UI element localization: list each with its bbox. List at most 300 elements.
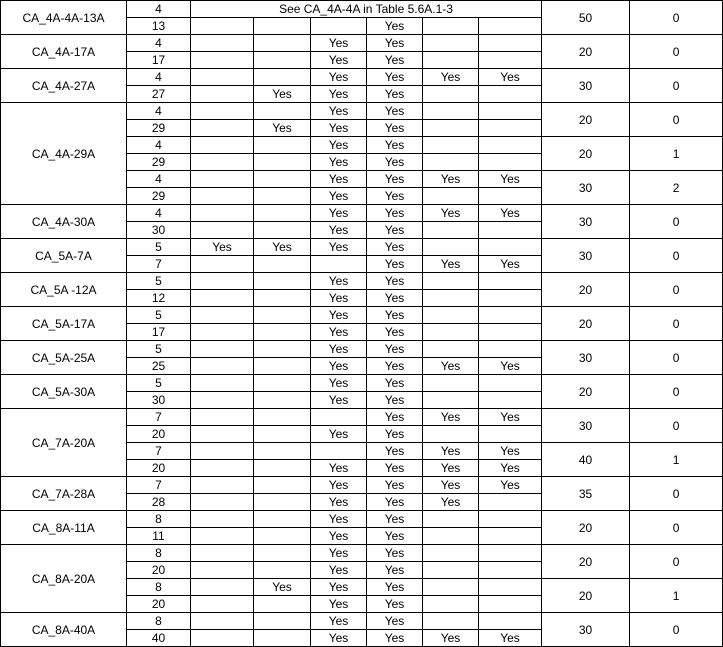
channel-bandwidth-cell: Yes [423,443,479,460]
e-utra-band-cell: 4 [127,69,191,86]
ca-combination-cell: CA_4A-17A [1,35,127,69]
channel-bandwidth-cell: Yes [311,426,367,443]
channel-bandwidth-cell [191,579,254,596]
channel-bandwidth-cell: Yes [367,528,423,545]
channel-bandwidth-cell: Yes [367,290,423,307]
channel-bandwidth-cell [191,341,254,358]
channel-bandwidth-cell [423,596,479,613]
bandwidth-combination-set-cell: 0 [630,341,723,375]
bandwidth-combination-set-cell: 0 [630,477,723,511]
channel-bandwidth-cell [191,35,254,52]
channel-bandwidth-cell [191,562,254,579]
channel-bandwidth-cell [479,494,542,511]
channel-bandwidth-cell: Yes [367,188,423,205]
channel-bandwidth-cell [423,545,479,562]
max-aggregated-bandwidth-cell: 20 [542,273,630,307]
max-aggregated-bandwidth-cell: 30 [542,409,630,443]
channel-bandwidth-cell [423,18,479,35]
channel-bandwidth-cell [191,545,254,562]
channel-bandwidth-cell: Yes [311,69,367,86]
table-row [1,477,723,494]
table-row [1,545,723,562]
channel-bandwidth-cell [423,511,479,528]
channel-bandwidth-cell [311,256,367,273]
channel-bandwidth-cell [191,426,254,443]
e-utra-band-cell: 4 [127,137,191,154]
ca-combination-cell: CA_5A-7A [1,239,127,273]
e-utra-band-cell: 27 [127,86,191,103]
channel-bandwidth-cell [479,290,542,307]
ca-combination-cell: CA_4A-30A [1,205,127,239]
channel-bandwidth-cell [191,460,254,477]
e-utra-band-cell: 4 [127,35,191,52]
channel-bandwidth-cell [254,103,311,120]
max-aggregated-bandwidth-cell: 20 [542,137,630,171]
channel-bandwidth-cell: Yes [311,562,367,579]
bandwidth-combination-set-cell: 1 [630,579,723,613]
channel-bandwidth-cell [479,545,542,562]
e-utra-band-cell: 8 [127,579,191,596]
channel-bandwidth-cell: Yes [423,358,479,375]
e-utra-band-cell: 4 [127,103,191,120]
channel-bandwidth-cell: Yes [423,630,479,647]
channel-bandwidth-cell [254,426,311,443]
bandwidth-combination-set-cell: 1 [630,443,723,477]
channel-bandwidth-cell [254,307,311,324]
channel-bandwidth-cell [479,239,542,256]
max-aggregated-bandwidth-cell: 50 [542,1,630,35]
bandwidth-combination-set-cell: 0 [630,409,723,443]
channel-bandwidth-cell [254,35,311,52]
channel-bandwidth-cell [191,154,254,171]
channel-bandwidth-cell [479,528,542,545]
channel-bandwidth-cell [191,120,254,137]
channel-bandwidth-cell: Yes [423,69,479,86]
channel-bandwidth-cell: Yes [311,596,367,613]
table-row [1,1,723,18]
channel-bandwidth-cell: Yes [367,69,423,86]
bandwidth-combination-set-cell: 0 [630,35,723,69]
channel-bandwidth-cell [423,392,479,409]
channel-bandwidth-cell [254,528,311,545]
max-aggregated-bandwidth-cell: 30 [542,171,630,205]
table-row [1,69,723,86]
channel-bandwidth-cell [423,35,479,52]
channel-bandwidth-cell [423,528,479,545]
ca-combination-cell: CA_5A-30A [1,375,127,409]
e-utra-band-cell: 17 [127,324,191,341]
e-utra-band-cell: 17 [127,52,191,69]
e-utra-band-cell: 29 [127,188,191,205]
channel-bandwidth-cell: Yes [311,528,367,545]
channel-bandwidth-cell: Yes [367,511,423,528]
channel-bandwidth-cell: Yes [311,630,367,647]
ca-combination-cell: CA_4A-29A [1,103,127,205]
max-aggregated-bandwidth-cell: 20 [542,579,630,613]
e-utra-band-cell: 5 [127,307,191,324]
channel-bandwidth-cell [479,154,542,171]
max-aggregated-bandwidth-cell: 40 [542,443,630,477]
channel-bandwidth-cell: Yes [311,103,367,120]
channel-bandwidth-cell: Yes [311,154,367,171]
e-utra-band-cell: 8 [127,545,191,562]
channel-bandwidth-cell: Yes [479,477,542,494]
channel-bandwidth-cell: Yes [367,52,423,69]
channel-bandwidth-cell: Yes [479,409,542,426]
channel-bandwidth-cell [479,103,542,120]
ca-combination-cell: CA_7A-20A [1,409,127,477]
channel-bandwidth-cell: Yes [367,358,423,375]
channel-bandwidth-cell [479,511,542,528]
table-row [1,103,723,120]
e-utra-band-cell: 4 [127,205,191,222]
e-utra-band-cell: 30 [127,222,191,239]
channel-bandwidth-cell: Yes [367,324,423,341]
channel-bandwidth-cell [423,222,479,239]
channel-bandwidth-cell: Yes [367,273,423,290]
channel-bandwidth-cell [254,358,311,375]
channel-bandwidth-cell: Yes [311,86,367,103]
bandwidth-combination-set-cell: 0 [630,511,723,545]
channel-bandwidth-cell: Yes [311,222,367,239]
channel-bandwidth-cell [254,222,311,239]
channel-bandwidth-cell [479,307,542,324]
max-aggregated-bandwidth-cell: 30 [542,613,630,647]
channel-bandwidth-cell [423,579,479,596]
channel-bandwidth-cell: Yes [367,545,423,562]
channel-bandwidth-cell [423,137,479,154]
channel-bandwidth-cell: Yes [311,205,367,222]
e-utra-band-cell: 30 [127,392,191,409]
channel-bandwidth-cell [254,273,311,290]
e-utra-band-cell: 29 [127,120,191,137]
channel-bandwidth-cell: Yes [423,409,479,426]
ca-combination-cell: CA_7A-28A [1,477,127,511]
channel-bandwidth-cell: Yes [311,358,367,375]
channel-bandwidth-cell: Yes [479,69,542,86]
channel-bandwidth-cell: Yes [311,137,367,154]
bandwidth-combination-set-cell: 0 [630,307,723,341]
channel-bandwidth-cell: Yes [367,103,423,120]
channel-bandwidth-cell [254,154,311,171]
channel-bandwidth-cell [254,562,311,579]
channel-bandwidth-cell: Yes [367,154,423,171]
channel-bandwidth-cell [254,511,311,528]
e-utra-band-cell: 5 [127,341,191,358]
channel-bandwidth-cell: Yes [311,494,367,511]
bandwidth-combination-set-cell: 0 [630,239,723,273]
channel-bandwidth-cell [191,86,254,103]
bandwidth-combination-set-cell: 0 [630,273,723,307]
channel-bandwidth-cell: Yes [367,613,423,630]
channel-bandwidth-cell [423,239,479,256]
channel-bandwidth-cell: Yes [311,579,367,596]
e-utra-band-cell: 7 [127,477,191,494]
channel-bandwidth-cell [479,35,542,52]
channel-bandwidth-cell [191,222,254,239]
max-aggregated-bandwidth-cell: 20 [542,545,630,579]
channel-bandwidth-cell [254,18,311,35]
channel-bandwidth-cell [191,52,254,69]
channel-bandwidth-cell: Yes [254,86,311,103]
table-row [1,307,723,324]
channel-bandwidth-cell: Yes [479,460,542,477]
channel-bandwidth-cell: Yes [423,171,479,188]
channel-bandwidth-cell [254,137,311,154]
channel-bandwidth-cell [191,596,254,613]
channel-bandwidth-cell [254,613,311,630]
bandwidth-combination-set-cell: 0 [630,205,723,239]
channel-bandwidth-cell [254,545,311,562]
max-aggregated-bandwidth-cell: 30 [542,69,630,103]
channel-bandwidth-cell [479,52,542,69]
channel-bandwidth-cell [191,290,254,307]
ca-combination-cell: CA_5A -12A [1,273,127,307]
channel-bandwidth-cell: Yes [311,613,367,630]
channel-bandwidth-cell: Yes [367,375,423,392]
e-utra-band-cell: 5 [127,273,191,290]
channel-bandwidth-cell [254,205,311,222]
channel-bandwidth-cell [254,171,311,188]
max-aggregated-bandwidth-cell: 20 [542,375,630,409]
channel-bandwidth-cell: Yes [367,579,423,596]
channel-bandwidth-cell: Yes [311,273,367,290]
channel-bandwidth-cell: Yes [367,18,423,35]
channel-bandwidth-cell: Yes [254,120,311,137]
bandwidth-combination-set-cell: 0 [630,103,723,137]
channel-bandwidth-cell: Yes [311,477,367,494]
channel-bandwidth-cell [254,52,311,69]
channel-bandwidth-cell [191,511,254,528]
channel-bandwidth-cell [254,188,311,205]
channel-bandwidth-cell [254,324,311,341]
channel-bandwidth-cell: Yes [311,511,367,528]
channel-bandwidth-cell [423,154,479,171]
channel-bandwidth-cell [423,426,479,443]
e-utra-band-cell: 28 [127,494,191,511]
channel-bandwidth-cell [191,205,254,222]
e-utra-band-cell: 4 [127,171,191,188]
channel-bandwidth-cell: Yes [367,426,423,443]
channel-bandwidth-cell [479,222,542,239]
channel-bandwidth-cell [254,409,311,426]
channel-bandwidth-cell: Yes [367,562,423,579]
table-row [1,205,723,222]
bandwidth-combination-set-cell: 0 [630,545,723,579]
table-row [1,511,723,528]
channel-bandwidth-cell [191,613,254,630]
channel-bandwidth-cell: Yes [367,477,423,494]
ca-combination-cell: CA_8A-11A [1,511,127,545]
channel-bandwidth-cell: Yes [367,137,423,154]
e-utra-band-cell: 8 [127,511,191,528]
table-row [1,239,723,256]
channel-bandwidth-cell [254,69,311,86]
channel-bandwidth-cell [191,358,254,375]
channel-bandwidth-cell: Yes [367,239,423,256]
channel-bandwidth-cell [254,460,311,477]
channel-bandwidth-cell: Yes [367,86,423,103]
channel-bandwidth-cell: Yes [254,579,311,596]
channel-bandwidth-cell [254,375,311,392]
channel-bandwidth-cell: Yes [311,239,367,256]
channel-bandwidth-cell: Yes [367,171,423,188]
ca-combination-cell: CA_8A-40A [1,613,127,647]
max-aggregated-bandwidth-cell: 30 [542,239,630,273]
channel-bandwidth-cell [311,18,367,35]
channel-bandwidth-cell [423,86,479,103]
channel-bandwidth-cell [191,528,254,545]
channel-bandwidth-cell: Yes [367,341,423,358]
channel-bandwidth-cell: Yes [423,477,479,494]
channel-bandwidth-cell: Yes [423,460,479,477]
channel-bandwidth-cell [479,375,542,392]
max-aggregated-bandwidth-cell: 20 [542,307,630,341]
channel-bandwidth-cell [479,137,542,154]
channel-bandwidth-cell [191,443,254,460]
channel-bandwidth-cell: Yes [479,358,542,375]
channel-bandwidth-cell: Yes [311,120,367,137]
channel-bandwidth-cell: Yes [311,171,367,188]
channel-bandwidth-cell [479,273,542,290]
channel-bandwidth-cell: Yes [311,392,367,409]
e-utra-band-cell: 8 [127,613,191,630]
channel-bandwidth-cell: Yes [423,494,479,511]
channel-bandwidth-cell [191,137,254,154]
table-body [1,1,723,647]
channel-bandwidth-cell: Yes [479,256,542,273]
channel-bandwidth-cell [254,392,311,409]
max-aggregated-bandwidth-cell: 20 [542,103,630,137]
channel-bandwidth-cell [423,188,479,205]
channel-bandwidth-cell [191,375,254,392]
bandwidth-combination-set-cell: 0 [630,69,723,103]
channel-bandwidth-cell [479,86,542,103]
channel-bandwidth-cell [479,596,542,613]
e-utra-band-cell: 4 [127,1,191,18]
ca-combination-cell: CA_5A-17A [1,307,127,341]
e-utra-band-cell: 13 [127,18,191,35]
channel-bandwidth-cell: Yes [423,205,479,222]
channel-bandwidth-cell: Yes [254,239,311,256]
max-aggregated-bandwidth-cell: 35 [542,477,630,511]
e-utra-band-cell: 7 [127,256,191,273]
channel-bandwidth-cell [254,596,311,613]
channel-bandwidth-cell: Yes [311,545,367,562]
table-row [1,613,723,630]
channel-bandwidth-cell [423,375,479,392]
channel-bandwidth-cell [191,307,254,324]
channel-bandwidth-cell [191,392,254,409]
channel-bandwidth-cell [479,120,542,137]
ca-combination-cell: CA_8A-20A [1,545,127,613]
e-utra-band-cell: 20 [127,562,191,579]
channel-bandwidth-cell: Yes [479,443,542,460]
e-utra-band-cell: 5 [127,375,191,392]
channel-bandwidth-cell [191,103,254,120]
channel-bandwidth-cell [423,290,479,307]
channel-bandwidth-cell [479,579,542,596]
max-aggregated-bandwidth-cell: 30 [542,341,630,375]
channel-bandwidth-cell [479,324,542,341]
max-aggregated-bandwidth-cell: 30 [542,205,630,239]
channel-bandwidth-cell [423,103,479,120]
channel-bandwidth-cell [479,188,542,205]
table-row [1,409,723,426]
bandwidth-combination-set-cell: 1 [630,137,723,171]
channel-bandwidth-cell [254,290,311,307]
bandwidth-combination-set-cell: 0 [630,1,723,35]
ca-combination-cell: CA_4A-4A-13A [1,1,127,35]
channel-bandwidth-cell: Yes [311,307,367,324]
channel-bandwidth-cell: Yes [367,630,423,647]
max-aggregated-bandwidth-cell: 20 [542,35,630,69]
channel-bandwidth-cell [423,324,479,341]
channel-bandwidth-cell [254,256,311,273]
channel-bandwidth-cell: Yes [311,460,367,477]
channel-bandwidth-cell [191,273,254,290]
channel-bandwidth-cell: Yes [423,256,479,273]
bandwidth-combination-set-cell: 2 [630,171,723,205]
e-utra-band-cell: 40 [127,630,191,647]
e-utra-band-cell: 20 [127,460,191,477]
channel-bandwidth-cell: Yes [311,341,367,358]
channel-bandwidth-cell [423,307,479,324]
channel-bandwidth-cell: Yes [367,494,423,511]
channel-bandwidth-cell: Yes [311,52,367,69]
ca-combination-cell: CA_5A-25A [1,341,127,375]
channel-bandwidth-cell [254,341,311,358]
reference-note-cell: See CA_4A-4A in Table 5.6A.1-3 [191,1,542,18]
channel-bandwidth-cell [479,613,542,630]
e-utra-band-cell: 5 [127,239,191,256]
channel-bandwidth-cell: Yes [191,239,254,256]
bandwidth-combination-set-cell: 0 [630,375,723,409]
e-utra-band-cell: 7 [127,409,191,426]
channel-bandwidth-cell [479,18,542,35]
e-utra-band-cell: 20 [127,596,191,613]
channel-bandwidth-cell: Yes [479,205,542,222]
channel-bandwidth-cell: Yes [367,35,423,52]
channel-bandwidth-cell [479,341,542,358]
table-row [1,341,723,358]
e-utra-band-cell: 25 [127,358,191,375]
channel-bandwidth-cell [191,69,254,86]
channel-bandwidth-cell [191,409,254,426]
channel-bandwidth-cell: Yes [479,171,542,188]
channel-bandwidth-cell [254,443,311,460]
channel-bandwidth-cell [479,562,542,579]
channel-bandwidth-cell: Yes [367,392,423,409]
channel-bandwidth-cell [191,256,254,273]
channel-bandwidth-cell [479,426,542,443]
channel-bandwidth-cell [191,18,254,35]
channel-bandwidth-cell: Yes [367,256,423,273]
channel-bandwidth-cell: Yes [367,120,423,137]
channel-bandwidth-cell [423,613,479,630]
channel-bandwidth-cell [311,409,367,426]
channel-bandwidth-cell: Yes [311,35,367,52]
channel-bandwidth-cell [423,562,479,579]
channel-bandwidth-cell: Yes [367,443,423,460]
bandwidth-combination-set-cell: 0 [630,613,723,647]
e-utra-band-cell: 20 [127,426,191,443]
e-utra-band-cell: 11 [127,528,191,545]
channel-bandwidth-cell: Yes [311,324,367,341]
channel-bandwidth-cell [423,52,479,69]
channel-bandwidth-cell [479,392,542,409]
channel-bandwidth-cell [191,324,254,341]
